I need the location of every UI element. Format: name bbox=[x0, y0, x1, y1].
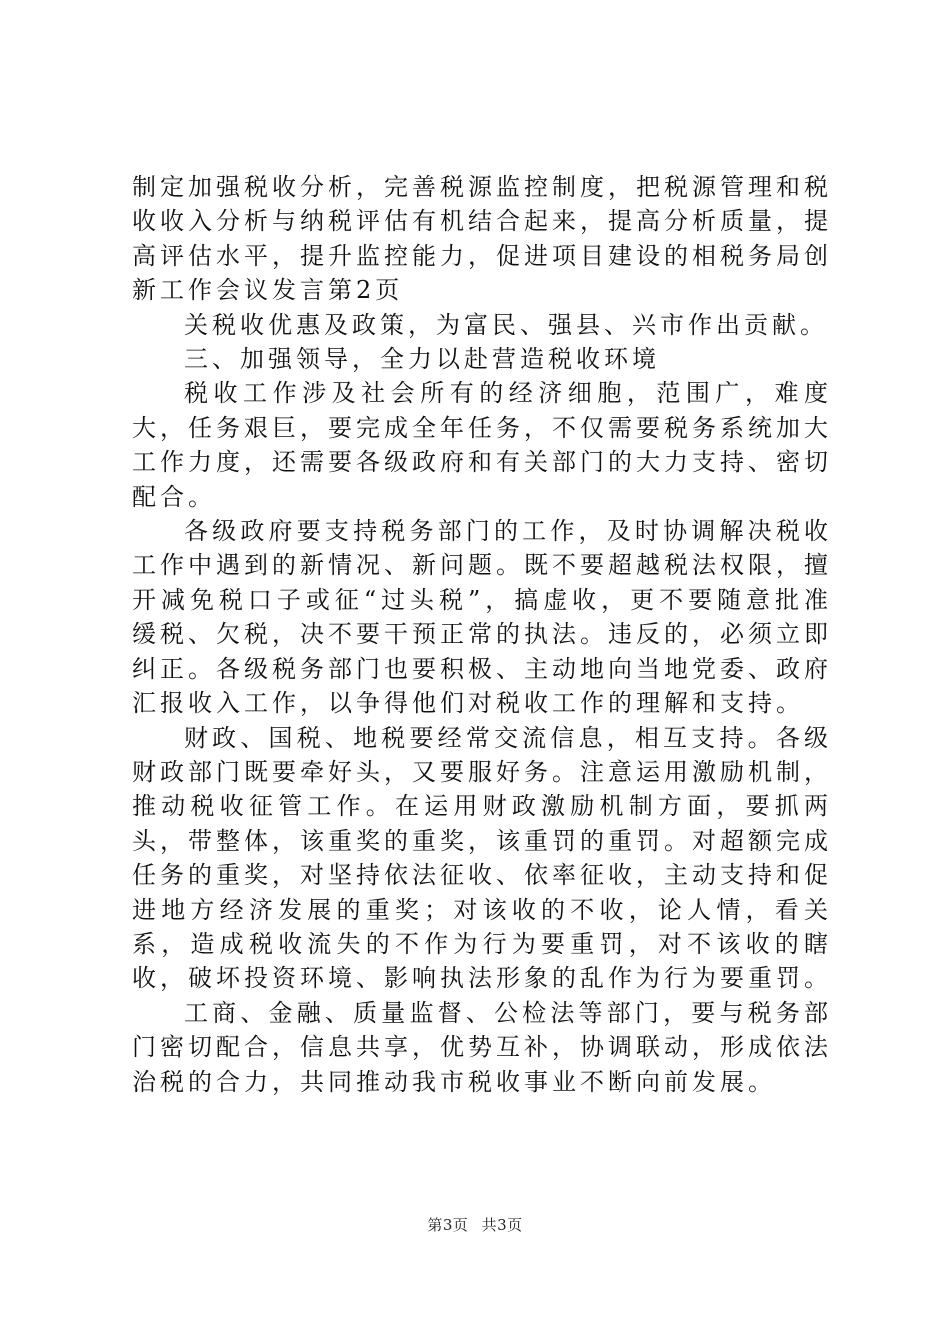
page-footer bbox=[0, 1215, 950, 1235]
page-number-total: 共3页 bbox=[481, 1216, 523, 1234]
document-body bbox=[132, 170, 832, 1099]
paragraph-2: 关税收优惠及政策，为富民、强县、兴市作出贡献。 bbox=[184, 310, 828, 339]
paragraph-4: 税收工作涉及社会所有的经济细胞，范围广，难度大，任务艰巨，要完成全年任务，不仅需要税务系统加大工作力度，还需要各级政府和有关部门的大力支持、密切配合。 bbox=[132, 379, 832, 511]
page-number-current: 第3页 bbox=[427, 1216, 469, 1234]
section-heading: 三、加强领导，全力以赴营造税收环境 bbox=[184, 345, 660, 374]
paragraph-6: 财政、国税、地税要经常交流信息，相互支持。各级财政部门既要牵好头，又要服好务。注意运用激励机制，推动税收征管工作。在运用财政激励机制方面，要抓两头，带整体，该重奖的重奖，该重罚的重罚。对超额完成任务的重奖，对坚持依法征收、依率征收，主动支持和促进地方经济发展的重奖；对该收的不收，论人情，看关系，造成税收流失的不作为行为要重罚，对不该收的瞎收，破坏投资环境、影响执法形象的乱作为行为要重罚。 bbox=[132, 723, 832, 993]
paragraph-5: 各级政府要支持税务部门的工作，及时协调解决税收工作中遇到的新情况、新问题。既不要超越税法权限，擅开减免税口子或征“过头税”，搞虚收，更不要随意批准缓税、欠税，决不要干预正常的执法。违反的，必须立即纠正。各级税务部门也要积极、主动地向当地党委、政府汇报收入工作，以争得他们对税收工作的理解和支持。 bbox=[132, 517, 832, 718]
paragraph-7: 工商、金融、质量监督、公检法等部门，要与税务部门密切配合，信息共享，优势互补，协调联动，形成依法治税的合力，共同推动我市税收事业不断向前发展。 bbox=[132, 998, 832, 1096]
paragraph-1: 制定加强税收分析，完善税源监控制度，把税源管理和税收收入分析与纳税评估有机结合起来，提高分析质量，提高评估水平，提升监控能力，促进项目建设的相税务局创新工作会议发言第2页 bbox=[132, 173, 832, 305]
